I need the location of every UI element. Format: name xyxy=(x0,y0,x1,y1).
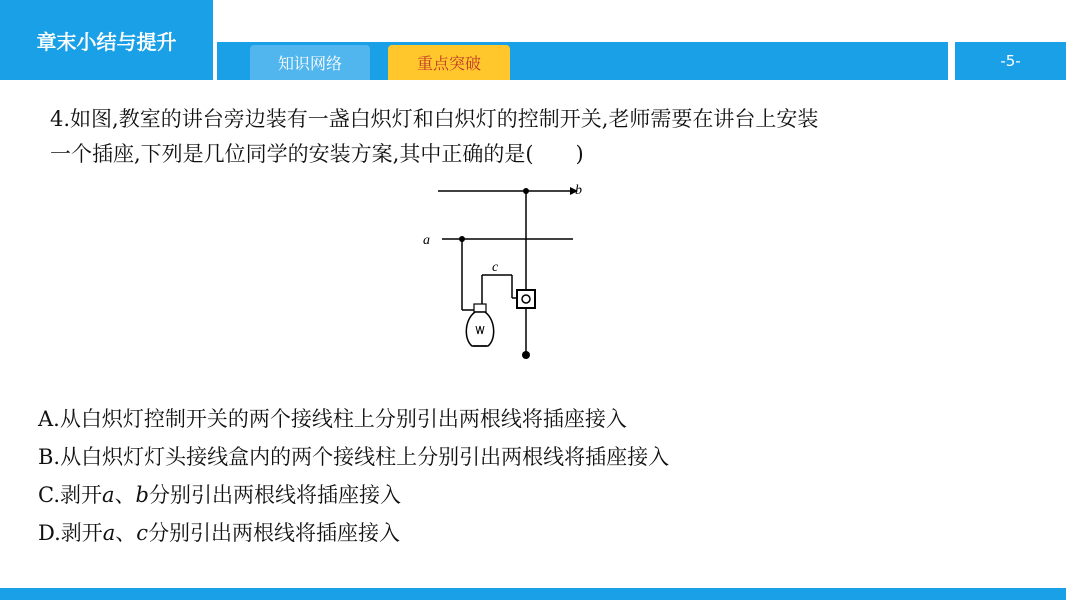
question-line-2: 一个插座,下列是几位同学的安装方案,其中正确的是( ) xyxy=(50,142,584,166)
option-c-var1: a xyxy=(102,483,115,507)
question-text xyxy=(50,102,1040,172)
option-a[interactable]: A.从白炽灯控制开关的两个接线柱上分别引出两根线将插座接入 xyxy=(38,407,627,431)
terminal-dot xyxy=(522,351,530,359)
label-a: a xyxy=(423,233,430,248)
option-d-var2: c xyxy=(136,521,149,545)
tab-knowledge-network[interactable]: 知识网络 xyxy=(250,45,370,80)
circuit-diagram xyxy=(420,180,600,370)
lamp-bulb xyxy=(466,312,493,346)
question-line-1: 4.如图,教室的讲台旁边装有一盏白炽灯和白炽灯的控制开关,老师需要在讲台上安装 xyxy=(50,107,819,131)
switch-knob xyxy=(522,295,530,303)
lamp-base xyxy=(474,304,486,312)
label-c: c xyxy=(492,260,499,275)
answer-options xyxy=(38,400,669,552)
option-b[interactable]: B.从白炽灯灯头接线盒内的两个接线柱上分别引出两根线将插座接入 xyxy=(38,445,670,469)
option-c[interactable] xyxy=(38,476,669,514)
option-c-suffix: 分别引出两根线将插座接入 xyxy=(148,483,401,507)
tab-key-breakthrough[interactable]: 重点突破 xyxy=(388,45,510,80)
option-d-var1: a xyxy=(102,521,116,545)
label-b: b xyxy=(575,183,582,198)
option-c-sep: 、 xyxy=(114,483,136,507)
option-d-sep: 、 xyxy=(115,521,137,545)
chapter-title: 章末小结与提升 xyxy=(0,0,213,80)
page-number: -5- xyxy=(955,42,1066,80)
footer-bar xyxy=(0,588,1066,600)
option-d-suffix: 分别引出两根线将插座接入 xyxy=(148,521,401,545)
option-c-prefix: C.剥开 xyxy=(38,483,102,507)
option-d[interactable] xyxy=(38,514,669,552)
option-d-prefix: D.剥开 xyxy=(38,521,103,545)
option-c-var2: b xyxy=(135,483,149,507)
